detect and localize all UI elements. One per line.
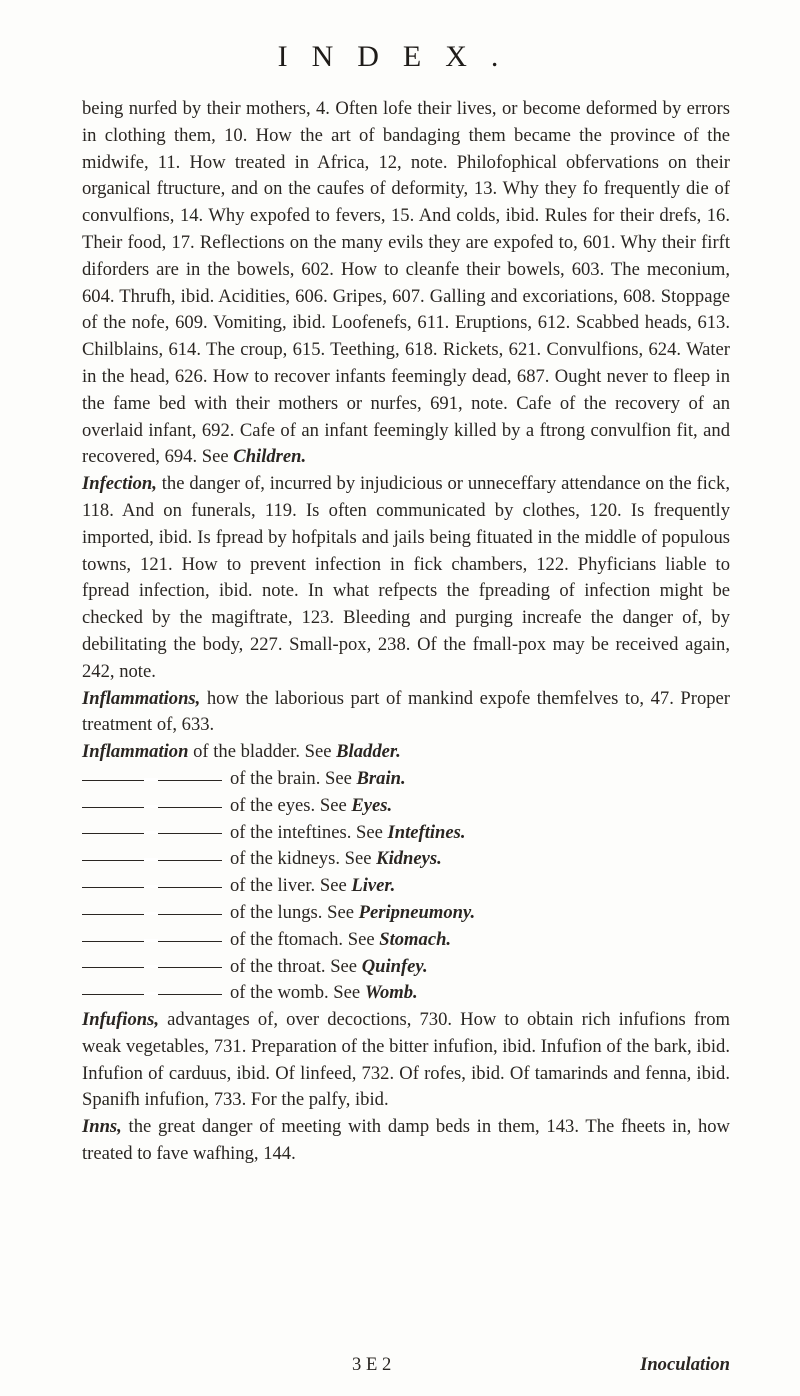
ditto-rule xyxy=(82,914,222,915)
cross-reference: Womb. xyxy=(364,982,418,1004)
entry-term: Inns, xyxy=(82,1116,122,1138)
sub-entry-eyes xyxy=(82,793,730,820)
entry-text: of the bladder. xyxy=(193,741,300,763)
signature-mark: 3 E 2 xyxy=(352,1354,392,1375)
sub-entry-text: of the kidneys. See Kidneys. xyxy=(230,848,442,870)
cross-reference: Inteftines. xyxy=(387,821,466,843)
sub-entry-text: of the lungs. See Peripneumony. xyxy=(230,901,476,923)
sub-entry-brain xyxy=(82,766,730,793)
page-footer xyxy=(82,1354,730,1380)
cross-reference: Brain. xyxy=(356,767,406,789)
cross-reference: Children. xyxy=(233,446,307,468)
sub-entry-text: of the liver. See Liver. xyxy=(230,875,396,897)
ditto-rule xyxy=(82,780,222,781)
entry-text: the great danger of meeting with damp beds in them, 143. The fheets in, how treated to fave wafhing, 144. xyxy=(82,1116,730,1165)
ditto-rule xyxy=(82,860,222,861)
ditto-rule xyxy=(82,967,222,968)
sub-entry-throat xyxy=(82,954,730,981)
cross-reference: Liver. xyxy=(351,875,396,897)
entry-term: Infufions, xyxy=(82,1009,159,1031)
index-text-block xyxy=(82,96,730,1168)
sub-entry-text: of the inteftines. See Inteftines. xyxy=(230,821,466,843)
index-entry-inns xyxy=(82,1114,730,1168)
ditto-rule xyxy=(82,807,222,808)
cross-reference: Quinfey. xyxy=(361,955,428,977)
index-entry-infection xyxy=(82,471,730,685)
sub-entry-kidneys xyxy=(82,846,730,873)
cross-reference: Kidneys. xyxy=(376,848,442,870)
cross-reference: Eyes. xyxy=(351,794,393,816)
cross-reference: Bladder. xyxy=(336,741,401,763)
entry-text: advantages of, over decoctions, 730. How to obtain rich infufions from weak vegetables, 731. Preparation of the bitter infufion, ibid. Infufion of the bark, ibid. Infufion of carduus, ibid. Of linfeed, 732. Of rofes, ibid. Of tamarinds and fenna, ibid. Spanifh infufion, 733. For the palfy, ibid. xyxy=(82,1009,730,1111)
cross-reference: Stomach. xyxy=(379,928,452,950)
entry-text: how the laborious part of mankind expofe themfelves to, 47. Proper treatment of, 633. xyxy=(82,687,730,736)
sub-entry-intestines xyxy=(82,820,730,847)
entry-term: Inflammations, xyxy=(82,687,201,709)
ditto-rule xyxy=(82,994,222,995)
index-entry-inflammations xyxy=(82,686,730,740)
ditto-rule xyxy=(82,833,222,834)
running-head: INDEX. xyxy=(277,40,523,73)
sub-entry-stomach xyxy=(82,927,730,954)
entry-text: being nurfed by their mothers, 4. Often lofe their lives, or become deformed by errors in clothing them, 10. How the art of bandaging them became the province of the midwife, 11. How treated in Africa, 12, note. Philofophical obfervations on their organical ftructure, and on the caufes of deformity, 13. Why they fo frequently die of convulfions, 14. Why expofed to fevers, 15. And colds, ibid. Rules for their drefs, 16. Their food, 17. Reflections on the many evils they are expofed to, 601. Why their firft diforders are in the bowels, 602. How to cleanfe their bowels, 603. The meconium, 604. Thrufh, ibid. Acidities, 606. Gripes, 607. Galling and excoriations, 608. Stoppage of the nofe, 609. Vomiting, ibid. Loofenefs, 611. Eruptions, 612. Scabbed heads, 613. Chilblains, 614. The croup, 615. Teething, 618. Rickets, 621. Convulfions, 624. Water in the head, 626. How to recover infants feemingly dead, 687. Ought never to fleep in the fame bed with their mothers or nurfes, 691, note. Cafe of the recovery of an overlaid infant, 692. Cafe of an infant feemingly killed by a ftrong convulfion fit, and recovered, 694. xyxy=(82,98,730,468)
index-entry-infants-continued xyxy=(82,96,730,471)
sub-entry-text: of the womb. See Womb. xyxy=(230,982,418,1004)
entry-text: the danger of, incurred by injudicious or unneceffary attendance on the fick, 118. And on funerals, 119. Is often communicated by clothes, 120. Is frequently imported, ibid. Is fpread by hofpitals and jails being fituated in the middle of populous towns, 121. How to prevent infection in fick chambers, 122. Phyficians liable to fpread infection, ibid. note. In what refpects the fpreading of infection might be checked by the magiftrate, 123. Bleeding and purging increafe the danger of, by debilitating the body, 227. Small-pox, 238. Of the fmall-pox may be received again, 242, note. xyxy=(82,473,731,682)
sub-entry-text: of the throat. See Quinfey. xyxy=(230,955,428,977)
sub-entry-text: of the eyes. See Eyes. xyxy=(230,794,393,816)
ditto-rule xyxy=(82,941,222,942)
sub-entry-text: of the brain. See Brain. xyxy=(230,767,406,789)
sub-entry-text: of the ftomach. See Stomach. xyxy=(230,928,452,950)
cross-reference: Peripneumony. xyxy=(358,901,476,923)
sub-entry-womb xyxy=(82,980,730,1007)
index-entry-inflammation xyxy=(82,739,730,766)
index-entry-infusions xyxy=(82,1007,730,1114)
catchword: Inoculation xyxy=(640,1354,730,1375)
entry-term: Infection, xyxy=(82,473,157,495)
sub-entry-lungs xyxy=(82,900,730,927)
ditto-rule xyxy=(82,887,222,888)
sub-entry-liver xyxy=(82,873,730,900)
see-label: See xyxy=(304,741,332,763)
see-label: See xyxy=(201,446,229,468)
entry-term: Inflammation xyxy=(82,741,189,763)
